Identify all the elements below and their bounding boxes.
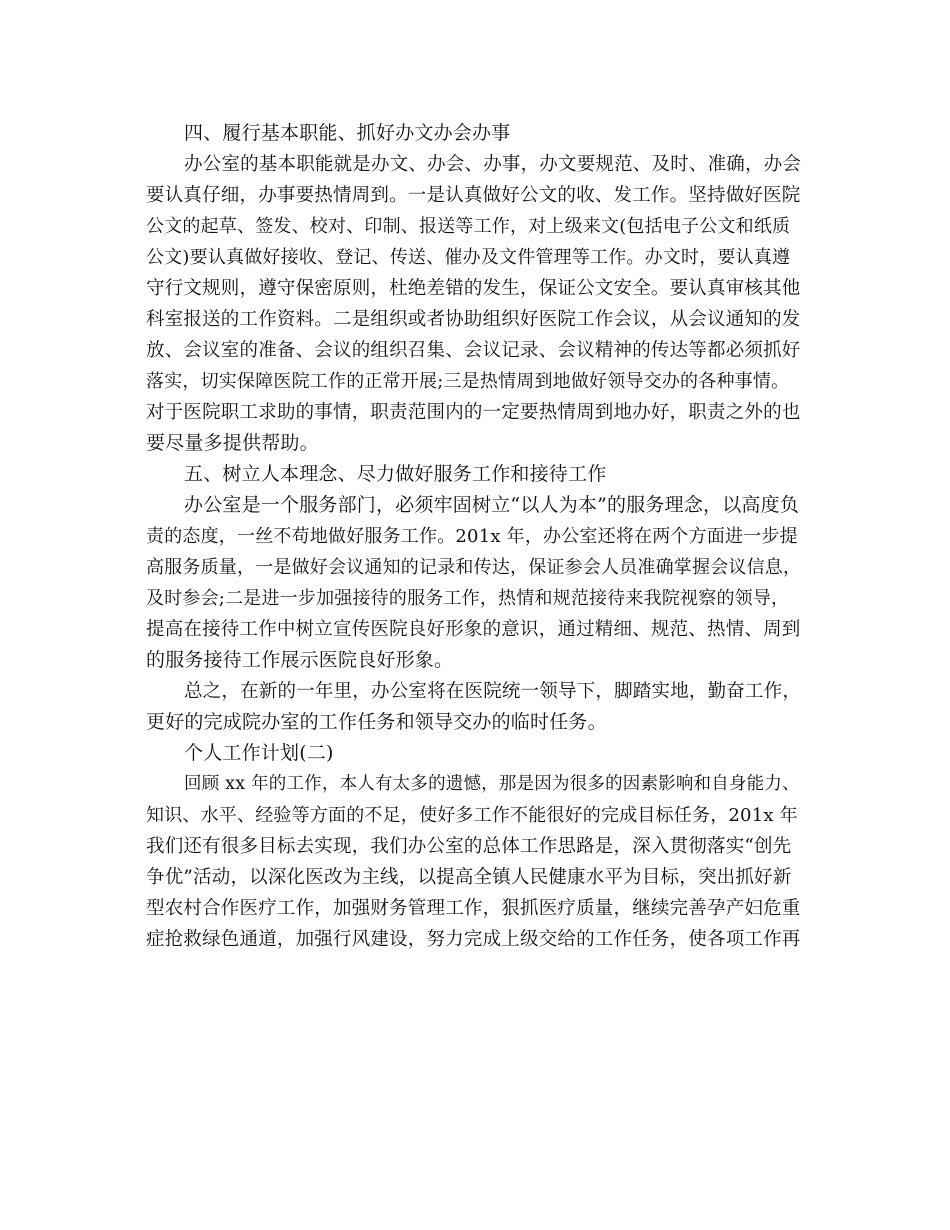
text-line: 办公室的基本职能就是办文、办会、办事，办文要规范、及时、准确，办会 xyxy=(184,154,802,175)
text-line: 办公室是一个服务部门，必须牢固树立“以人为本”的服务理念，以高度负 xyxy=(184,494,800,516)
text-line: 争优”活动，以深化医改为主线，以提高全镇人民健康水平为目标，突出抓好新 xyxy=(146,867,792,888)
text-line: 要认真仔细，办事要热情周到。一是认真做好公文的收、发工作。坚持做好医院 xyxy=(146,185,801,206)
text-line: 回顾 xx 年的工作，本人有太多的遗憾，那是因为很多的因素影响和自身能力、 xyxy=(184,774,800,794)
text-line: 五、树立人本理念、尽力做好服务工作和接待工作 xyxy=(184,463,607,485)
text-line: 及时参会;二是进一步加强接待的服务工作，热情和规范接待来我院视察的领导， xyxy=(146,588,790,609)
text-line: 公文)要认真做好接收、登记、传送、催办及文件管理等工作。办文时，要认真遵 xyxy=(146,247,791,268)
text-line: 守行文规则，遵守保密原则，杜绝差错的发生，保证公文安全。要认真审核其他 xyxy=(146,278,801,299)
text-line: 更好的完成院办室的工作任务和领导交办的临时任务。 xyxy=(146,711,607,733)
text-line: 落实，切实保障医院工作的正常开展;三是热情周到地做好领导交办的各种事情。 xyxy=(146,371,790,392)
text-line: 公文的起草、签发、校对、印制、报送等工作，对上级来文(包括电子公文和纸质 xyxy=(146,216,791,237)
text-line: 型农村合作医疗工作，加强财务管理工作，狠抓医疗质量，继续完善孕产妇危重 xyxy=(146,898,801,919)
document-body xyxy=(146,118,806,955)
text-line: 个人工作计划(二) xyxy=(184,742,334,764)
text-line: 对于医院职工求助的事情，职责范围内的一定要热情周到地办好，职责之外的也 xyxy=(146,402,801,423)
text-line: 知识、水平、经验等方面的不足，使好多工作不能很好的完成目标任务，201x 年 xyxy=(146,805,798,826)
text-line: 症抢救绿色通道，加强行风建设，努力完成上级交给的工作任务，使各项工作再 xyxy=(146,929,801,950)
text-line: 四、履行基本职能、抓好办文办会办事 xyxy=(184,122,511,144)
text-line: 总之，在新的一年里，办公室将在医院统一领导下，脚踏实地，勤奋工作， xyxy=(184,681,802,702)
text-line: 的服务接待工作展示医院良好形象。 xyxy=(146,649,454,671)
text-line: 科室报送的工作资料。二是组织或者协助组织好医院工作会议，从会议通知的发 xyxy=(146,309,801,330)
text-line: 责的态度，一丝不苟地做好服务工作。201x 年，办公室还将在两个方面进一步提 xyxy=(146,526,798,547)
text-line: 我们还有很多目标去实现，我们办公室的总体工作思路是，深入贯彻落实“创先 xyxy=(146,836,792,857)
text-line: 提高在接待工作中树立宣传医院良好形象的意识，通过精细、规范、热情、周到 xyxy=(146,619,801,640)
text-line: 要尽量多提供帮助。 xyxy=(146,432,319,454)
text-line: 高服务质量，一是做好会议通知的记录和传达，保证参会人员准确掌握会议信息， xyxy=(146,557,802,578)
text-line: 放、会议室的准备、会议的组织召集、会议记录、会议精神的传达等都必须抓好 xyxy=(146,340,801,361)
